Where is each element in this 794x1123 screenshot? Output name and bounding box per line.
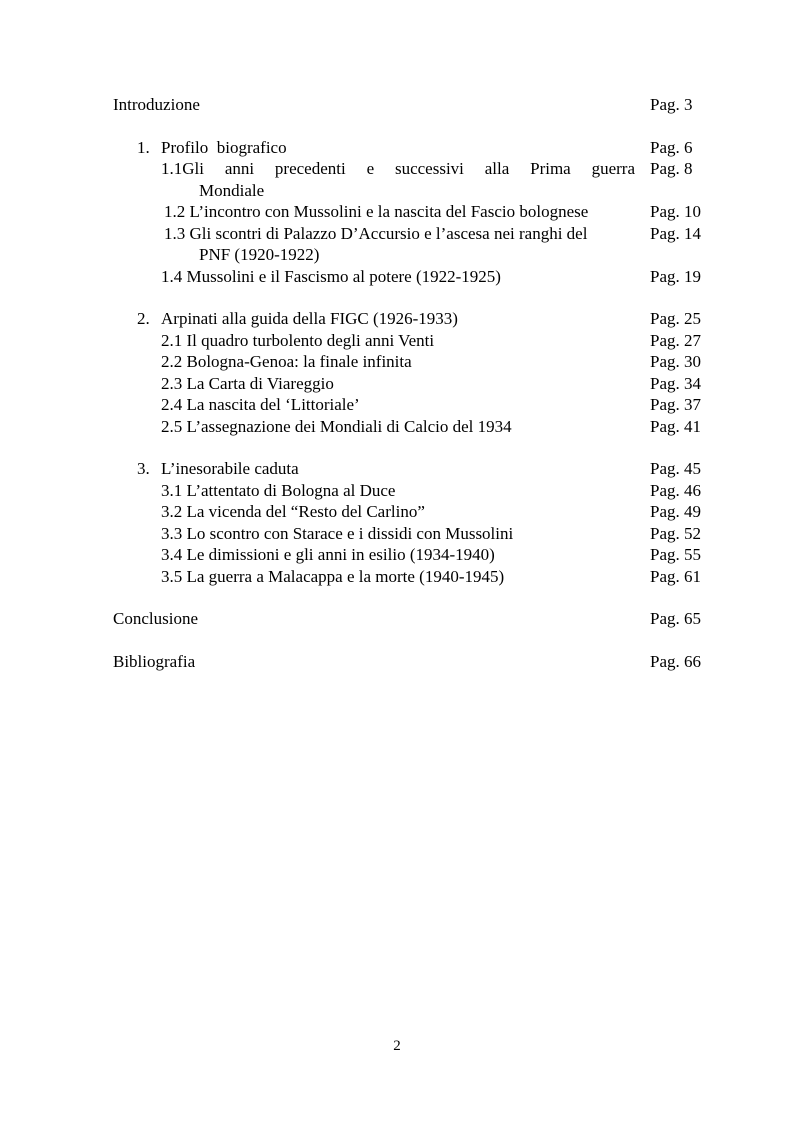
toc-section-3-1 (113, 480, 713, 502)
toc-entry-page: Pag. 19 (650, 266, 701, 286)
toc-entry-page: Pag. 49 (650, 502, 701, 521)
toc-entry-page: Pag. 10 (650, 202, 701, 221)
toc-chapter-1 (113, 137, 713, 159)
toc-section-1-3 (113, 223, 713, 266)
toc-section-2-4 (113, 394, 713, 416)
section-title: 3.2 La vicenda del “Resto del Carlino” (161, 502, 425, 521)
toc-entry-page: Pag. 27 (650, 330, 701, 350)
toc-section-1-4 (113, 266, 713, 288)
section-title-line1: 1.1Gli anni precedenti e successivi alla Prima guerra (161, 159, 635, 178)
section-title: 3.5 La guerra a Malacappa e la morte (1940-1945) (161, 566, 505, 586)
toc-section-3-3 (113, 523, 713, 545)
section-title: 1.2 L’incontro con Mussolini e la nascita del Fascio bolognese (164, 202, 589, 221)
section-title-line1: 1.3 Gli scontri di Palazzo D’Accursio e l’ascesa nei ranghi del (164, 223, 588, 243)
toc-section-3-5 (113, 566, 713, 588)
toc-entry-page: Pag. 52 (650, 523, 701, 543)
section-title: 2.2 Bologna-Genoa: la finale infinita (161, 352, 412, 371)
toc-entry-title: Introduzione (113, 95, 200, 114)
chapter-title: L’inesorabile caduta (161, 459, 299, 478)
toc-section-2-3 (113, 373, 713, 395)
toc-entry-page: Pag. 37 (650, 395, 701, 414)
toc-entry-page: Pag. 46 (650, 480, 701, 500)
toc-entry-page: Pag. 8 (650, 159, 693, 178)
section-title: 1.4 Mussolini e il Fascismo al potere (1922-1925) (161, 266, 501, 286)
chapter-number: 3. (137, 459, 150, 478)
toc-entry-page: Pag. 30 (650, 352, 701, 371)
toc-section-3-4 (113, 544, 713, 566)
toc-section-1-2 (113, 201, 713, 223)
toc-entry-bibliography (113, 651, 713, 673)
section-title: 3.1 L’attentato di Bologna al Duce (161, 480, 396, 500)
toc-section-3-2 (113, 501, 713, 523)
section-title: 2.1 Il quadro turbolento degli anni Venti (161, 330, 435, 350)
chapter-number: 2. (137, 309, 150, 328)
section-title-line2: PNF (1920-1922) (199, 245, 320, 264)
table-of-contents (113, 94, 713, 672)
toc-chapter-2 (113, 308, 713, 330)
chapter-title: Profilo biografico (161, 137, 287, 157)
section-title: 3.3 Lo scontro con Starace e i dissidi con Mussolini (161, 523, 514, 543)
toc-entry-page: Pag. 14 (650, 223, 701, 243)
toc-entry-page: Pag. 34 (650, 373, 701, 393)
toc-chapter-3 (113, 458, 713, 480)
toc-section-1-1 (113, 158, 713, 201)
toc-section-2-2 (113, 351, 713, 373)
toc-entry-introduction (113, 94, 713, 116)
page-number: 2 (393, 1038, 401, 1054)
toc-entry-page: Pag. 3 (650, 95, 693, 114)
chapter-number: 1. (137, 137, 150, 157)
section-title-line2: Mondiale (199, 180, 265, 200)
toc-entry-page: Pag. 65 (650, 609, 701, 628)
section-title: 3.4 Le dimissioni e gli anni in esilio (1934-1940) (161, 545, 495, 564)
toc-entry-page: Pag. 55 (650, 545, 701, 564)
toc-entry-title: Conclusione (113, 609, 198, 628)
toc-section-2-1 (113, 330, 713, 352)
toc-section-2-5 (113, 416, 713, 438)
chapter-title: Arpinati alla guida della FIGC (1926-1933) (161, 309, 458, 328)
toc-entry-page: Pag. 41 (650, 416, 701, 436)
section-title: 2.4 La nascita del ‘Littoriale’ (161, 395, 360, 414)
toc-entry-page: Pag. 25 (650, 309, 701, 328)
toc-entry-page: Pag. 6 (650, 137, 693, 157)
toc-entry-title: Bibliografia (113, 651, 196, 671)
toc-entry-page: Pag. 45 (650, 459, 701, 478)
toc-entry-page: Pag. 61 (650, 566, 701, 586)
section-title: 2.3 La Carta di Viareggio (161, 373, 334, 393)
toc-entry-page: Pag. 66 (650, 651, 701, 671)
toc-entry-conclusion (113, 608, 713, 630)
section-title: 2.5 L’assegnazione dei Mondiali di Calcio del 1934 (161, 416, 512, 436)
